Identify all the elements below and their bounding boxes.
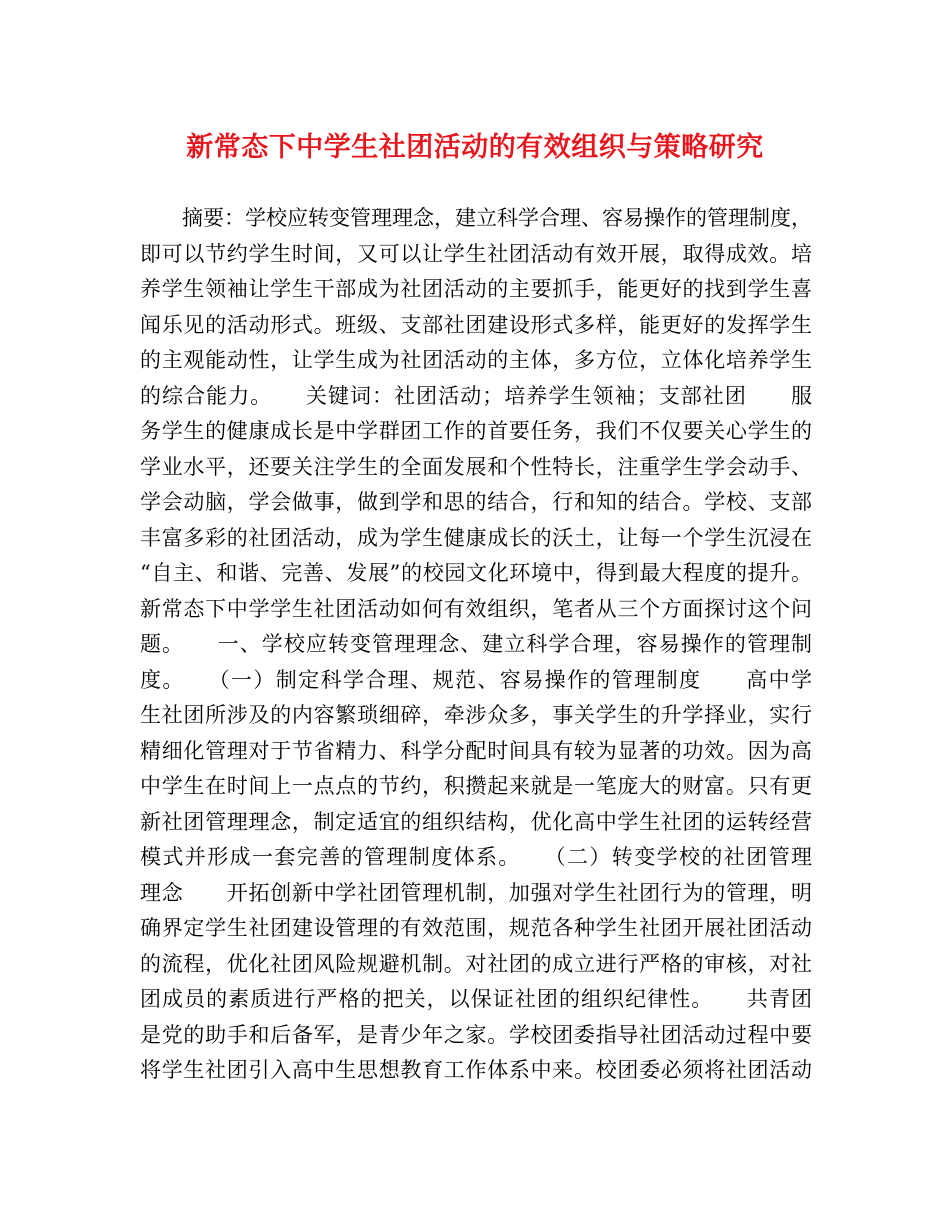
body-line: 即可以节约学生时间，又可以让学生社团活动有效开展，取得成效。培 bbox=[140, 241, 813, 266]
body-line: 度。 （一）制定科学合理、规范、容易操作的管理制度 高中学 bbox=[140, 667, 814, 692]
body-line: 新社团管理理念，制定适宜的组织结构，优化高中学生社团的运转经营 bbox=[140, 809, 813, 834]
body-line: 务学生的健康成长是中学群团工作的首要任务，我们不仅要关心学生的 bbox=[140, 419, 813, 443]
body-line: “自主、和谐、完善、发展”的校园文化环境中，得到最大程度的提升。 bbox=[140, 561, 813, 585]
body-line: 的综合能力。 关键词：社团活动；培养学生领袖；支部社团 服 bbox=[140, 383, 814, 408]
body-line: 模式并形成一套完善的管理制度体系。 （二）转变学校的社团管理 bbox=[140, 845, 814, 869]
body-line: 摘要：学校应转变管理理念，建立科学合理、容易操作的管理制度， bbox=[140, 206, 812, 230]
body-line: 题。 一、学校应转变管理理念、建立科学合理，容易操作的管理制 bbox=[140, 632, 814, 656]
body-line: 闻乐见的活动形式。班级、支部社团建设形式多样，能更好的发挥学生 bbox=[140, 312, 813, 337]
body-line: 生社团所涉及的内容繁琐细碎，牵涉众多，事关学生的升学择业，实行 bbox=[140, 703, 813, 727]
body-line: 学业水平，还要关注学生的全面发展和个性特长，注重学生学会动手、 bbox=[140, 454, 813, 479]
body-line: 新常态下中学学生社团活动如何有效组织，笔者从三个方面探讨这个问 bbox=[140, 596, 813, 621]
body-line: 的主观能动性，让学生成为社团活动的主体，多方位，立体化培养学生 bbox=[140, 348, 813, 372]
body-line: 的流程，优化社团风险规避机制。对社团的成立进行严格的审核，对社 bbox=[140, 951, 813, 976]
body-line: 学会动脑，学会做事，做到学和思的结合，行和知的结合。学校、支部 bbox=[140, 490, 813, 514]
body-line: 团成员的素质进行严格的把关，以保证社团的组织纪律性。 共青团 bbox=[140, 987, 814, 1011]
body-line: 中学生在时间上一点点的节约，积攒起来就是一笔庞大的财富。只有更 bbox=[140, 774, 813, 798]
body-line: 确界定学生社团建设管理的有效范围，规范各种学生社团开展社团活动 bbox=[140, 916, 813, 940]
body-line: 理念 开拓创新中学社团管理机制，加强对学生社团行为的管理，明 bbox=[140, 880, 813, 905]
document-title: 新常态下中学生社团活动的有效组织与策略研究 bbox=[186, 132, 764, 163]
body-line: 是党的助手和后备军，是青少年之家。学校团委指导社团活动过程中要 bbox=[140, 1022, 813, 1047]
body-line: 养学生领袖让学生干部成为社团活动的主要抓手，能更好的找到学生喜 bbox=[140, 277, 813, 301]
body-line: 丰富多彩的社团活动，成为学生健康成长的沃土，让每一个学生沉浸在 bbox=[140, 525, 813, 550]
body-line: 将学生社团引入高中生思想教育工作体系中来。校团委必须将社团活动 bbox=[140, 1058, 813, 1082]
body-line: 精细化管理对于节省精力、科学分配时间具有较为显著的功效。因为高 bbox=[140, 738, 813, 763]
